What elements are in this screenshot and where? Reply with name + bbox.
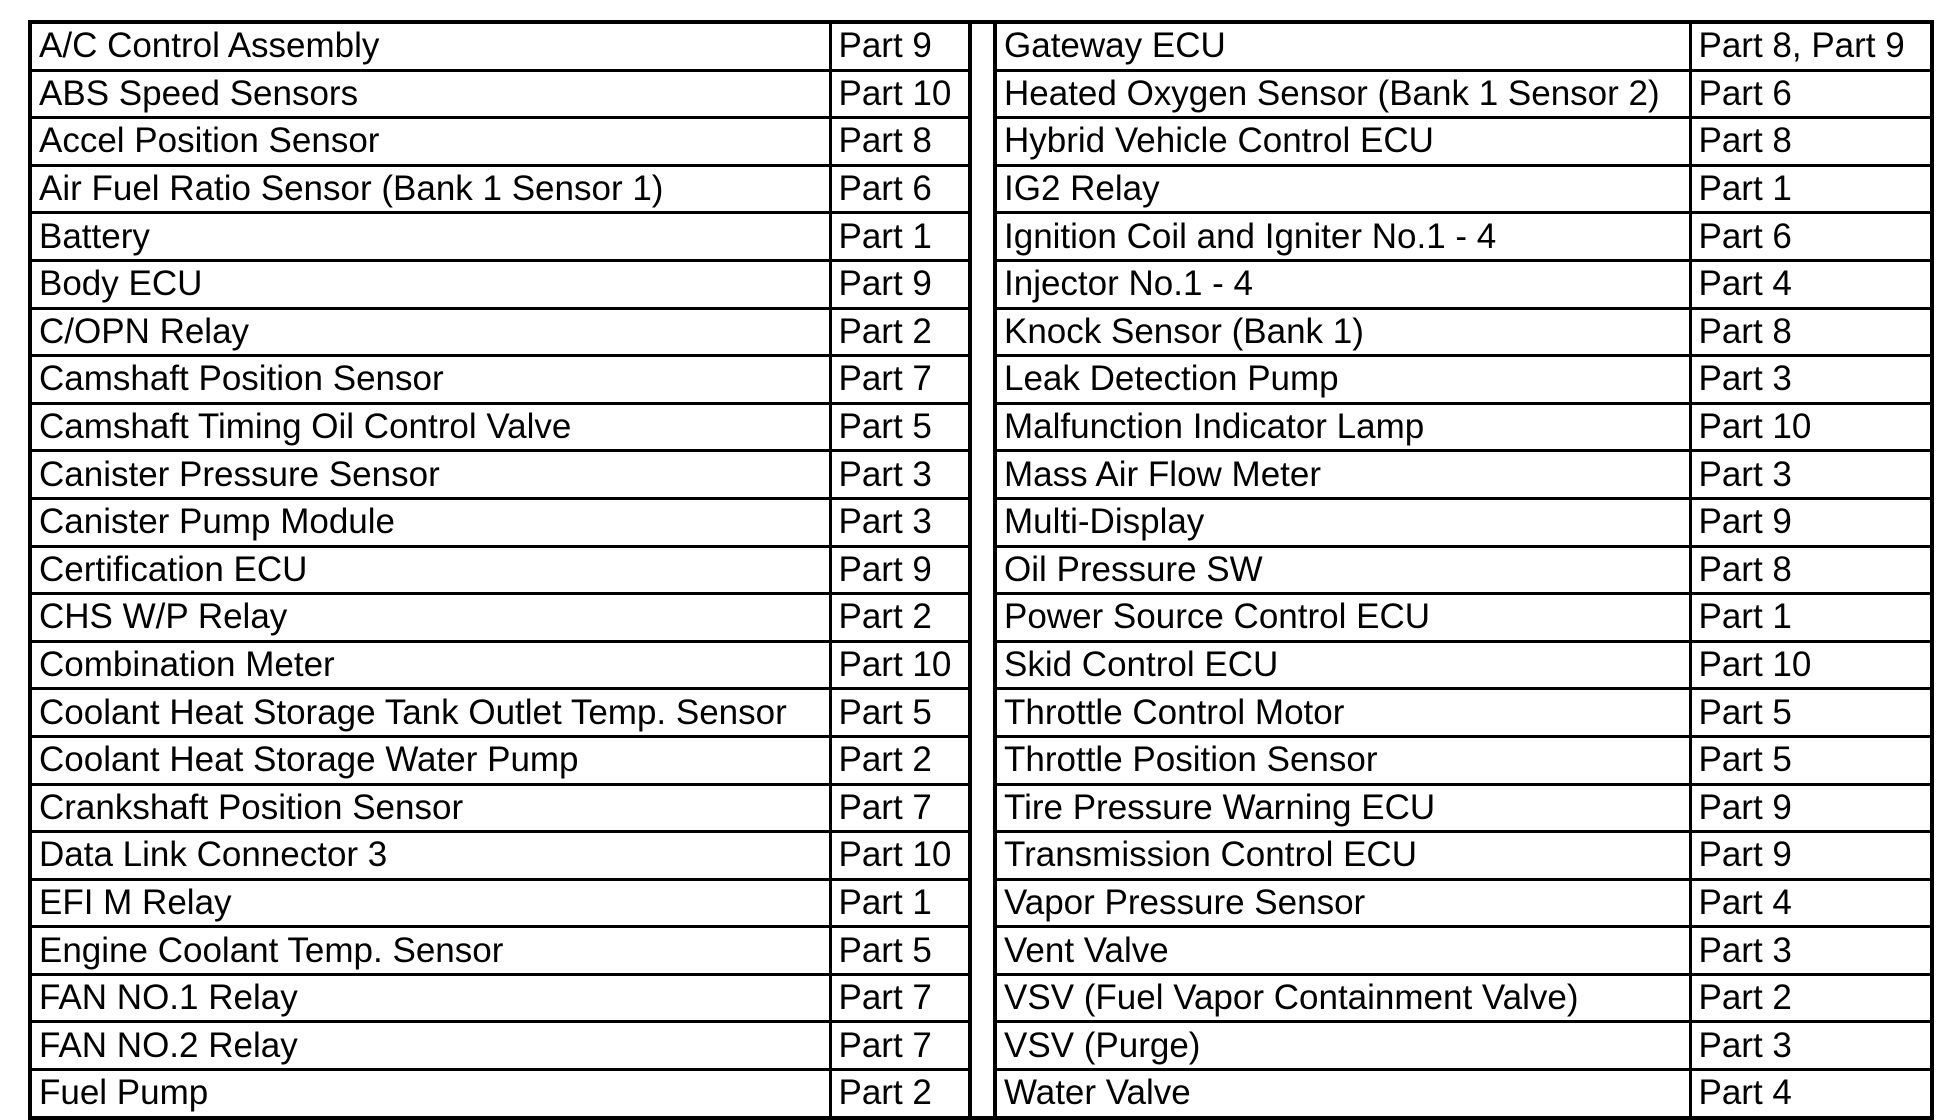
- part-ref-right: Part 4: [1690, 879, 1932, 927]
- part-ref-left: Part 2: [830, 594, 970, 642]
- component-name-left: Certification ECU: [30, 546, 830, 594]
- part-ref-left: Part 7: [830, 356, 970, 404]
- part-ref-left: Part 10: [830, 832, 970, 880]
- table-row: [30, 165, 1932, 213]
- part-ref-right: Part 6: [1690, 70, 1932, 118]
- part-ref-right: Part 8: [1690, 118, 1932, 166]
- part-ref-left: Part 1: [830, 879, 970, 927]
- column-separator: [970, 403, 995, 451]
- component-name-right: VSV (Fuel Vapor Containment Valve): [995, 974, 1690, 1022]
- column-separator: [970, 22, 995, 70]
- component-name-left: Accel Position Sensor: [30, 118, 830, 166]
- part-ref-right: Part 1: [1690, 594, 1932, 642]
- component-name-left: Engine Coolant Temp. Sensor: [30, 927, 830, 975]
- table-row: [30, 546, 1932, 594]
- component-name-left: ABS Speed Sensors: [30, 70, 830, 118]
- table-row: [30, 498, 1932, 546]
- component-name-left: Body ECU: [30, 260, 830, 308]
- part-ref-right: Part 10: [1690, 403, 1932, 451]
- component-name-right: Vent Valve: [995, 927, 1690, 975]
- column-separator: [970, 165, 995, 213]
- part-ref-right: Part 8: [1690, 308, 1932, 356]
- part-ref-right: Part 9: [1690, 832, 1932, 880]
- part-ref-left: Part 8: [830, 118, 970, 166]
- component-name-right: IG2 Relay: [995, 165, 1690, 213]
- part-ref-right: Part 8, Part 9: [1690, 22, 1932, 70]
- part-ref-left: Part 7: [830, 784, 970, 832]
- component-name-right: Multi-Display: [995, 498, 1690, 546]
- part-ref-right: Part 9: [1690, 784, 1932, 832]
- component-name-right: Skid Control ECU: [995, 641, 1690, 689]
- component-name-left: FAN NO.1 Relay: [30, 974, 830, 1022]
- component-name-left: EFI M Relay: [30, 879, 830, 927]
- table-row: [30, 689, 1932, 737]
- component-name-right: Hybrid Vehicle Control ECU: [995, 118, 1690, 166]
- part-ref-left: Part 5: [830, 403, 970, 451]
- component-name-left: Battery: [30, 213, 830, 261]
- component-name-left: FAN NO.2 Relay: [30, 1022, 830, 1070]
- table-row: [30, 308, 1932, 356]
- part-ref-right: Part 3: [1690, 451, 1932, 499]
- part-ref-right: Part 8: [1690, 546, 1932, 594]
- component-name-right: Tire Pressure Warning ECU: [995, 784, 1690, 832]
- column-separator: [970, 879, 995, 927]
- column-separator: [970, 689, 995, 737]
- component-name-left: A/C Control Assembly: [30, 22, 830, 70]
- part-ref-right: Part 2: [1690, 974, 1932, 1022]
- column-separator: [970, 546, 995, 594]
- component-name-right: Knock Sensor (Bank 1): [995, 308, 1690, 356]
- column-separator: [970, 260, 995, 308]
- column-separator: [970, 784, 995, 832]
- component-name-right: Transmission Control ECU: [995, 832, 1690, 880]
- table-row: [30, 641, 1932, 689]
- component-name-right: Leak Detection Pump: [995, 356, 1690, 404]
- component-index-table: [28, 20, 1934, 1120]
- table-row: [30, 736, 1932, 784]
- part-ref-left: Part 7: [830, 1022, 970, 1070]
- part-ref-left: Part 2: [830, 308, 970, 356]
- component-name-right: Gateway ECU: [995, 22, 1690, 70]
- component-name-right: Throttle Control Motor: [995, 689, 1690, 737]
- column-separator: [970, 594, 995, 642]
- table-row: [30, 22, 1932, 70]
- table-body: [30, 22, 1932, 1118]
- column-separator: [970, 451, 995, 499]
- table-row: [30, 974, 1932, 1022]
- part-ref-right: Part 9: [1690, 498, 1932, 546]
- table-row: [30, 784, 1932, 832]
- part-ref-left: Part 3: [830, 451, 970, 499]
- column-separator: [970, 118, 995, 166]
- table-row: [30, 832, 1932, 880]
- component-name-left: C/OPN Relay: [30, 308, 830, 356]
- column-separator: [970, 308, 995, 356]
- column-separator: [970, 1070, 995, 1118]
- column-separator: [970, 832, 995, 880]
- table-row: [30, 118, 1932, 166]
- component-name-right: Power Source Control ECU: [995, 594, 1690, 642]
- table-row: [30, 70, 1932, 118]
- part-ref-right: Part 3: [1690, 927, 1932, 975]
- part-ref-right: Part 4: [1690, 260, 1932, 308]
- part-ref-right: Part 5: [1690, 736, 1932, 784]
- component-name-left: Coolant Heat Storage Water Pump: [30, 736, 830, 784]
- table-row: [30, 927, 1932, 975]
- component-name-right: Heated Oxygen Sensor (Bank 1 Sensor 2): [995, 70, 1690, 118]
- table-row: [30, 213, 1932, 261]
- column-separator: [970, 927, 995, 975]
- table-row: [30, 1022, 1932, 1070]
- part-ref-left: Part 2: [830, 1070, 970, 1118]
- component-name-right: Mass Air Flow Meter: [995, 451, 1690, 499]
- table-row: [30, 594, 1932, 642]
- component-name-left: Canister Pressure Sensor: [30, 451, 830, 499]
- part-ref-right: Part 3: [1690, 1022, 1932, 1070]
- column-separator: [970, 213, 995, 261]
- part-ref-right: Part 10: [1690, 641, 1932, 689]
- column-separator: [970, 974, 995, 1022]
- part-ref-left: Part 9: [830, 22, 970, 70]
- part-ref-left: Part 10: [830, 641, 970, 689]
- component-name-left: Fuel Pump: [30, 1070, 830, 1118]
- column-separator: [970, 736, 995, 784]
- component-name-right: Injector No.1 - 4: [995, 260, 1690, 308]
- part-ref-left: Part 10: [830, 70, 970, 118]
- table-row: [30, 879, 1932, 927]
- component-name-left: Combination Meter: [30, 641, 830, 689]
- part-ref-left: Part 7: [830, 974, 970, 1022]
- component-name-right: VSV (Purge): [995, 1022, 1690, 1070]
- component-name-left: Camshaft Timing Oil Control Valve: [30, 403, 830, 451]
- part-ref-left: Part 5: [830, 927, 970, 975]
- table-row: [30, 356, 1932, 404]
- component-name-left: Coolant Heat Storage Tank Outlet Temp. Sensor: [30, 689, 830, 737]
- component-name-left: Canister Pump Module: [30, 498, 830, 546]
- table-row: [30, 260, 1932, 308]
- component-name-left: Camshaft Position Sensor: [30, 356, 830, 404]
- column-separator: [970, 70, 995, 118]
- part-ref-right: Part 4: [1690, 1070, 1932, 1118]
- part-ref-left: Part 6: [830, 165, 970, 213]
- part-ref-left: Part 2: [830, 736, 970, 784]
- column-separator: [970, 1022, 995, 1070]
- component-name-right: Throttle Position Sensor: [995, 736, 1690, 784]
- component-name-right: Malfunction Indicator Lamp: [995, 403, 1690, 451]
- column-separator: [970, 356, 995, 404]
- component-name-right: Oil Pressure SW: [995, 546, 1690, 594]
- part-ref-right: Part 6: [1690, 213, 1932, 261]
- component-name-left: CHS W/P Relay: [30, 594, 830, 642]
- part-ref-left: Part 9: [830, 260, 970, 308]
- part-ref-left: Part 3: [830, 498, 970, 546]
- part-ref-right: Part 3: [1690, 356, 1932, 404]
- component-name-right: Water Valve: [995, 1070, 1690, 1118]
- part-ref-left: Part 1: [830, 213, 970, 261]
- part-ref-right: Part 1: [1690, 165, 1932, 213]
- table-row: [30, 451, 1932, 499]
- column-separator: [970, 641, 995, 689]
- component-name-left: Data Link Connector 3: [30, 832, 830, 880]
- column-separator: [970, 498, 995, 546]
- part-ref-right: Part 5: [1690, 689, 1932, 737]
- table-row: [30, 1070, 1932, 1118]
- table-row: [30, 403, 1932, 451]
- component-name-left: Air Fuel Ratio Sensor (Bank 1 Sensor 1): [30, 165, 830, 213]
- part-ref-left: Part 9: [830, 546, 970, 594]
- component-name-right: Vapor Pressure Sensor: [995, 879, 1690, 927]
- component-name-left: Crankshaft Position Sensor: [30, 784, 830, 832]
- component-name-right: Ignition Coil and Igniter No.1 - 4: [995, 213, 1690, 261]
- part-ref-left: Part 5: [830, 689, 970, 737]
